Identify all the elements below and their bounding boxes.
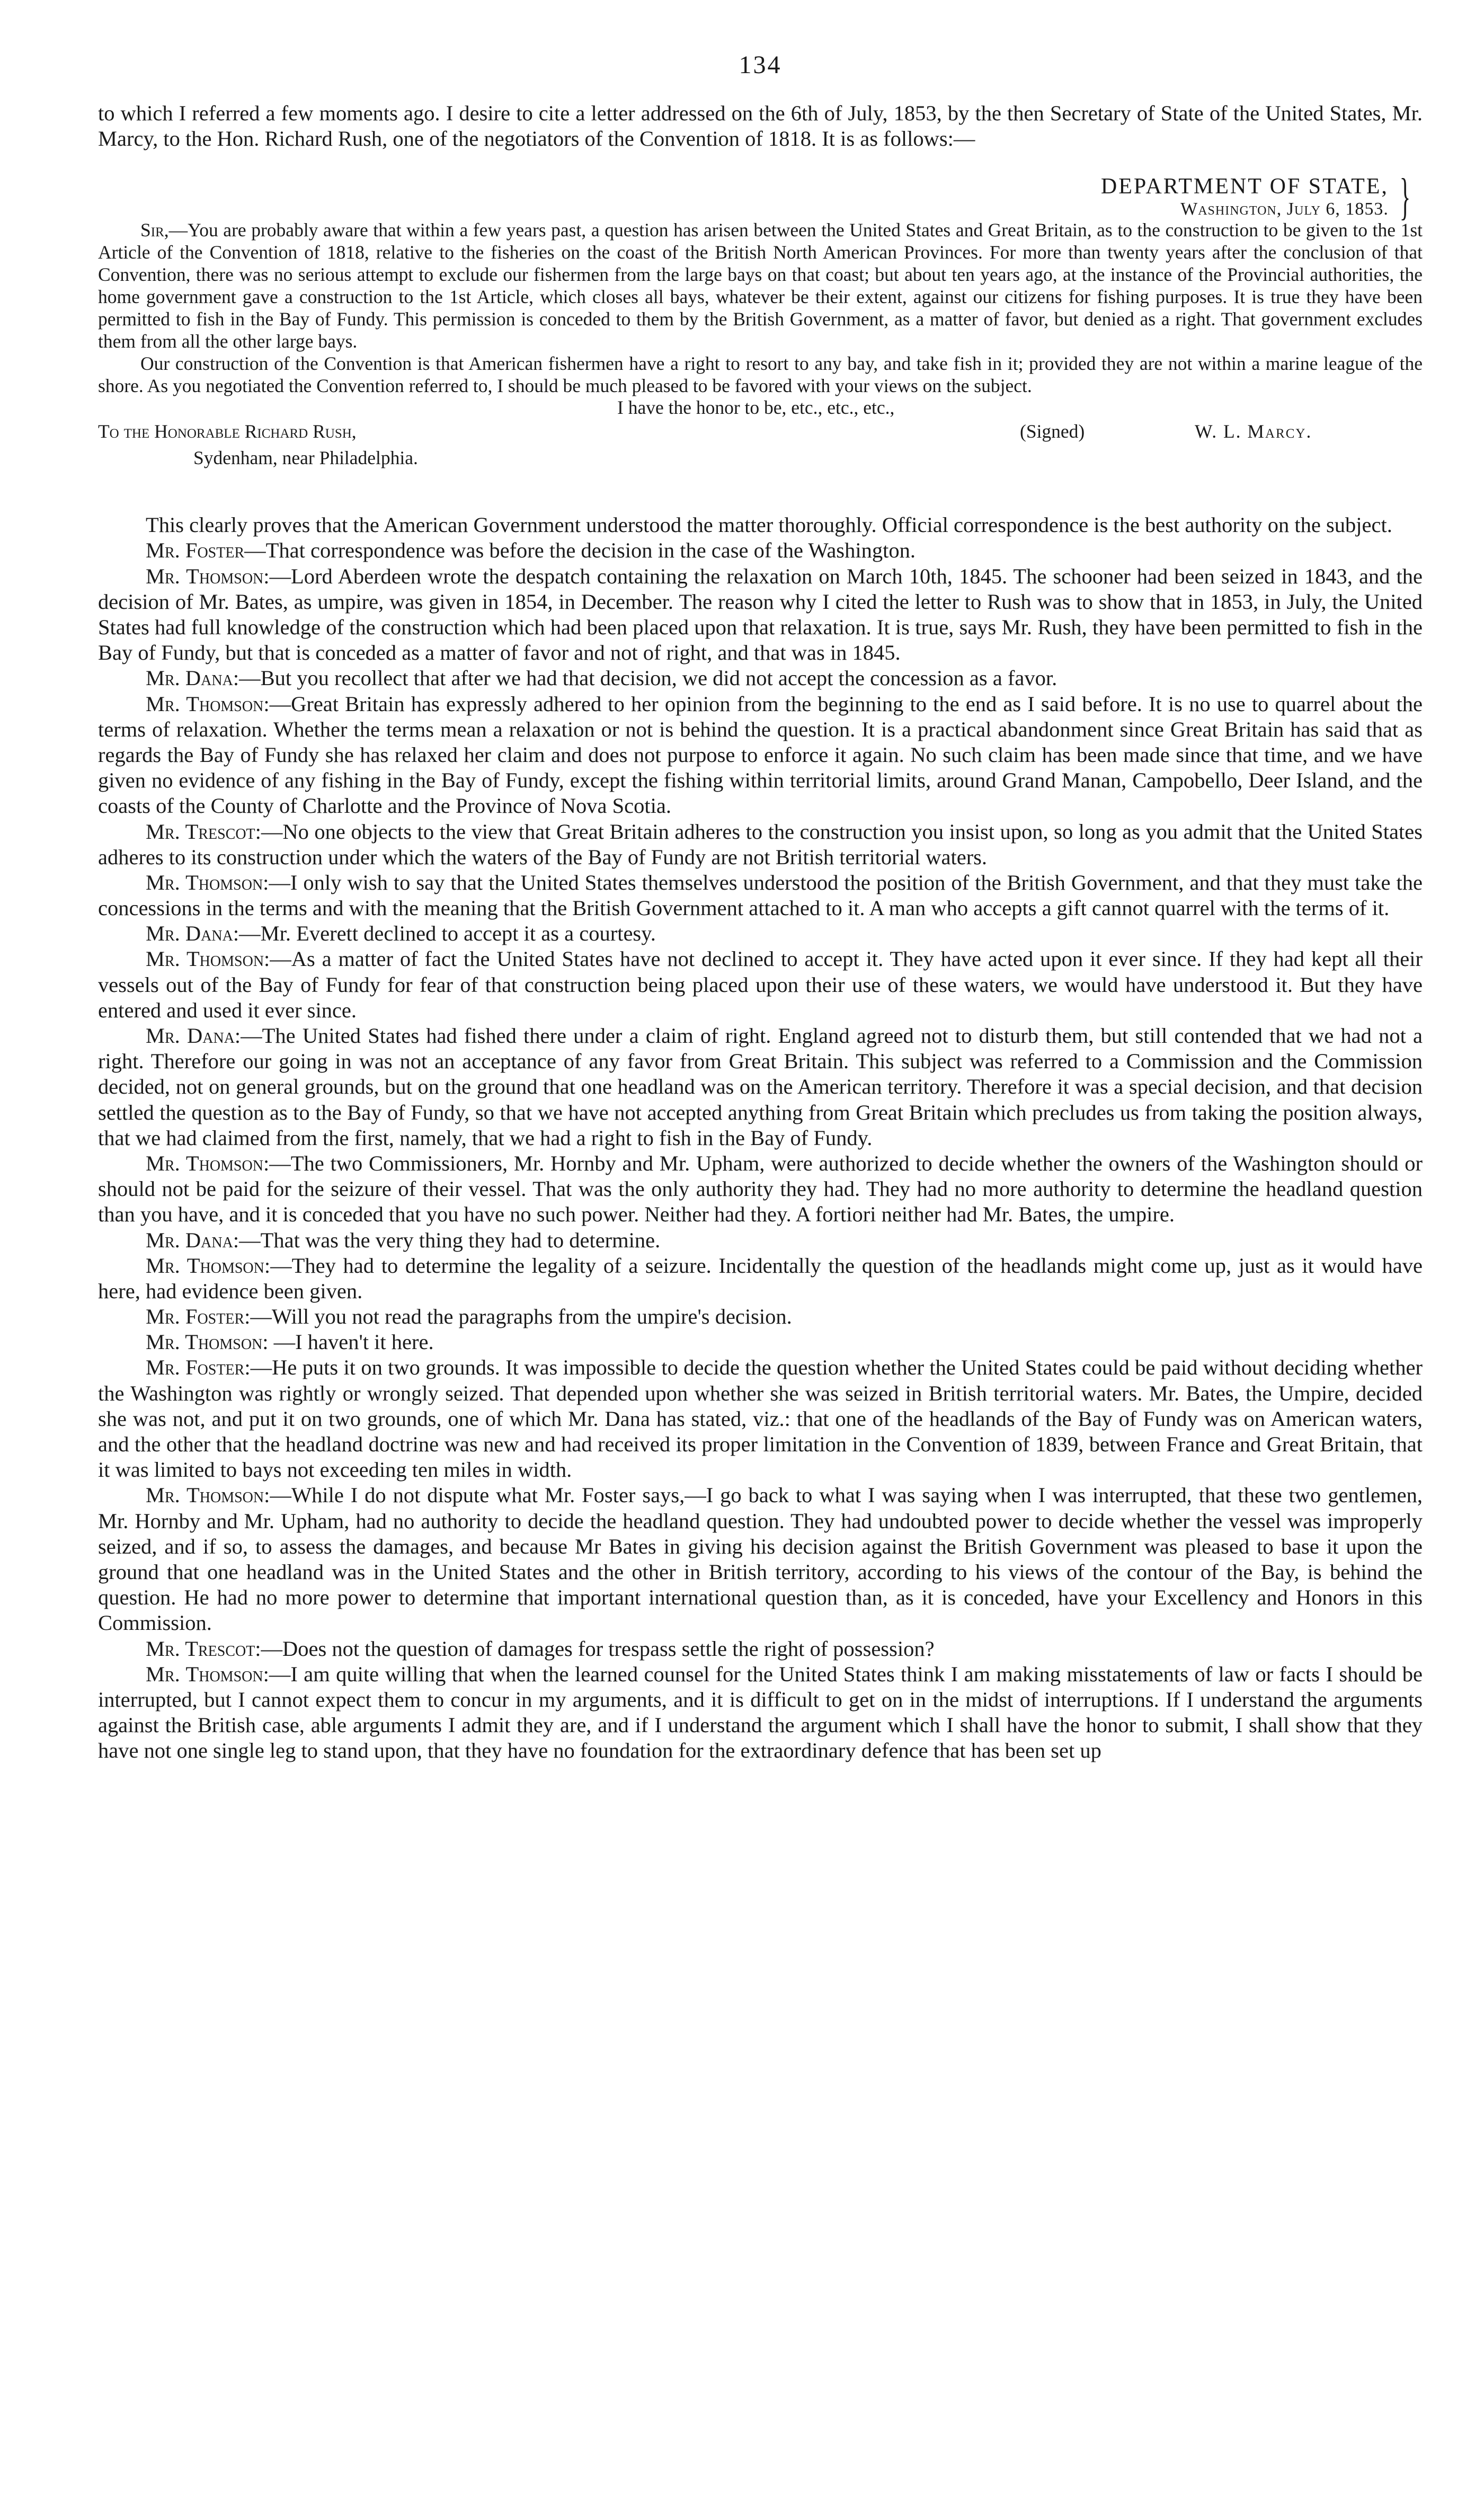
department-name: DEPARTMENT OF STATE, xyxy=(1100,174,1389,199)
speech-text: :—Lord Aberdeen wrote the despatch containing the relaxation on March 10th, 1845. The schooner had been seized in 1843, and the decision of Mr. Bates, as umpire, was given in 1854, in December. The reason why I cited the letter to Rush was to show that in 1853, in July, the United States had full knowledge of the construction which had been placed upon that relaxation. It is true, says Mr. Rush, they have been permitted to fish in the Bay of Fundy, but that is conceded as a matter of favor and not of right, and that was in 1845. xyxy=(98,564,1423,665)
transcript-paragraph xyxy=(98,1253,1423,1304)
letter-date xyxy=(1101,199,1389,219)
speech-text: :—I only wish to say that the United States themselves understood the position of the British Government, and that they must take the concessions in the terms and with the meaning that the British Government attached to it. A man who accepts a gift cannot quarrel with the terms of it. xyxy=(98,870,1423,920)
speaker-name: Mr. Foster xyxy=(146,1305,245,1329)
letter-para-2: Our construction of the Convention is that American fishermen have a right to resort to any bay, and take fish in it; provided they are not within a marine league of the shore. As you negotiated the Convention referred to, I should be much pleased to be favored with your views on the subject. xyxy=(98,352,1423,396)
letter-heading xyxy=(98,167,1423,225)
speaker-name: Mr. Thomson xyxy=(146,1483,264,1507)
speech-text: :—Will you not read the paragraphs from the umpire's decision. xyxy=(244,1305,792,1329)
letter-place-date: Washington, July 6, 1853. xyxy=(1180,199,1389,219)
speaker-name: Mr. Dana xyxy=(146,666,233,690)
speech-text: :—As a matter of fact the United States have not declined to accept it. They have acted upon it ever since. If they had kept all their vessels out of the Bay of Fundy for fear of that construction being placed upon their use of these waters, we would have understood it. But they have entered and used it ever since. xyxy=(98,947,1423,1022)
transcript-paragraph xyxy=(98,1483,1423,1636)
signature-name: W. L. Marcy. xyxy=(1195,421,1312,442)
speaker-name: Mr. Dana xyxy=(146,1024,235,1048)
speaker-name: Mr. Dana xyxy=(146,921,233,946)
speaker-name: Mr. Trescot xyxy=(146,1636,255,1661)
signature-row xyxy=(98,420,1423,442)
transcript-paragraph xyxy=(98,1304,1423,1329)
speech-text: :—I am quite willing that when the learned counsel for the United States think I am making misstatements of law or facts I should be interrupted, but I cannot expect them to concur in my arguments, and it is difficult to get on in the midst of interruptions. If I understand the arguments against the British case, able arguments I admit they are, and if I understand the argument which I shall have the honor to submit, I shall show that they have not one single leg to stand upon, that they have no foundation for the extraordinary defence that has been set up xyxy=(98,1662,1423,1763)
brace-mark: } xyxy=(1399,167,1411,225)
speaker-name: Mr. Foster xyxy=(146,538,245,563)
transcript-paragraph xyxy=(98,564,1423,666)
speaker-name: Mr. Thomson xyxy=(146,1330,263,1354)
page xyxy=(98,50,1423,1763)
speaker-name: Mr. Dana xyxy=(146,1228,233,1252)
signed-label: (Signed) xyxy=(1020,421,1085,442)
letter-salutation: Sir, xyxy=(140,219,169,241)
speech-text: —That correspondence was before the decision in the case of the Washington. xyxy=(244,538,916,563)
speech-text: :—Great Britain has expressly adhered to her opinion from the beginning to the end as I said before. It is no use to quarrel about the terms of relaxation. Whether the terms mean a relaxation or not is behind the question. It is a practical abandonment since Great Britain has said that as regards the Bay of Fundy she has relaxed her claim and does not purpose to enforce it again. No such claim has been made since that time, and we have given no evidence of any fishing in the Bay of Fundy, except the fishing within territorial limits, around Grand Manan, Campobello, Deer Island, and the coasts of the County of Charlotte and the Province of Nova Scotia. xyxy=(98,691,1423,818)
speech-text: :—The two Commissioners, Mr. Hornby and Mr. Upham, were authorized to decide whether the owners of the Washington should or should not be paid for the seizure of their vessel. That was the only authority they had. They had no more authority to determine the headland question than you have, and it is conceded that you have no such power. Neither had they. A fortiori neither had Mr. Bates, the umpire. xyxy=(98,1151,1423,1227)
speaker-name: Mr. Thomson xyxy=(146,1662,263,1686)
speaker-name: Mr. Thomson xyxy=(146,1151,263,1175)
speech-text: :—He puts it on two grounds. It was impossible to decide the question whether the United States could be paid without deciding whether the Washington was rightly or wrongly seized. That depended upon whether she was seized in British territorial waters. Mr. Bates, the Umpire, decided she was not, and put it on two grounds, one of which Mr. Dana has stated, viz.: that one of the headlands of the Bay of Fundy was on American waters, and the other that the headland doctrine was new and had received its proper limitation in the Convention of 1839, between France and Great Britain, that it was limited to bays not exceeding ten miles in width. xyxy=(98,1355,1423,1482)
intro-paragraph: to which I referred a few moments ago. I desire to cite a letter addressed on the 6th of July, 1853, by the then Secretary of State of the United States, Mr. Marcy, to the Hon. Richard Rush, one of the negotiators of the Convention of 1818. It is as follows:— xyxy=(98,101,1423,151)
transcript-paragraph xyxy=(98,1023,1423,1151)
transcript-paragraph xyxy=(98,1329,1423,1355)
recipient-address: Sydenham, near Philadelphia. xyxy=(193,447,418,469)
transcript-body xyxy=(98,512,1423,1763)
speech-text: :—The United States had fished there under a claim of right. England agreed not to disturb them, but still contended that we had not a right. Therefore our going in was not an acceptance of any favor from Great Britain. This subject was referred to a Commission and the Commission decided, not on general grounds, but on the ground that one headland was on the American territory. Therefore it was a special decision, and that decision settled the question as to the Bay of Fundy, so that we have not accepted anything from Great Britain which precludes us from taking the position always, that we had claimed from the first, namely, that we had a right to fish in the Bay of Fundy. xyxy=(98,1024,1423,1150)
page-number: 134 xyxy=(739,51,782,79)
letter-para-1: —You are probably aware that within a few years past, a question has arisen between the United States and Great Britain, as to the construction to be given to the 1st Article of the Convention of 1818, relative to the fisheries on the coast of the British North American Provinces. For more than twenty years after the conclusion of that Convention, there was no serious attempt to exclude our fishermen from the large bays on that coast; but about ten years ago, at the instance of the Provincial authorities, the home government gave a construction to the 1st Article, which closes all bays, whatever be their extent, against our citizens for fishing purposes. It is true they have been permitted to fish in the Bay of Fundy. This permission is conceded to them by the British Government, as a matter of favor, but denied as a right. That government excludes them from all the other large bays. xyxy=(98,219,1423,352)
speech-text: :—That was the very thing they had to determine. xyxy=(233,1228,661,1252)
speech-text: :—Does not the question of damages for trespass settle the right of possession? xyxy=(255,1636,935,1661)
speech-text: : —I haven't it here. xyxy=(262,1330,434,1354)
transcript-paragraph xyxy=(98,666,1423,691)
transcript-paragraph xyxy=(98,1662,1423,1764)
speaker-name: Mr. Thomson xyxy=(146,564,264,588)
speech-text: :—While I do not dispute what Mr. Foster says,—I go back to what I was saying when I was interrupted, that these two gentlemen, Mr. Hornby and Mr. Upham, had no authority to decide the headland question. They had undoubted power to decide whether the vessel was improperly seized, and if so, to assess the damages, and because Mr Bates in giving his decision against the British Government was pleased to base it upon the ground that one headland was in the United States and the other in British territory, according to his views of the contour of the Bay, is behind the question. He had no more power to determine that important international question than, as it is conceded, have your Excellency and Honors in this Commission. xyxy=(98,1483,1423,1635)
speech-text: This clearly proves that the American Government understood the matter thoroughly. Official correspondence is the best authority on the subject. xyxy=(146,513,1392,537)
transcript-paragraph xyxy=(98,512,1423,538)
transcript-paragraph xyxy=(98,1228,1423,1253)
transcript-paragraph xyxy=(98,1636,1423,1662)
transcript-paragraph xyxy=(98,538,1423,563)
transcript-paragraph xyxy=(98,870,1423,921)
letter-paragraph xyxy=(98,219,1423,352)
transcript-paragraph xyxy=(98,1151,1423,1228)
transcript-paragraph xyxy=(98,1355,1423,1483)
speaker-name: Mr. Thomson xyxy=(146,691,264,716)
speech-text: :—Mr. Everett declined to accept it as a courtesy. xyxy=(233,921,656,946)
speech-text: :—No one objects to the view that Great Britain adheres to the construction you insist upon, so long as you admit that the United States adheres to its construction under which the waters of the Bay of Fundy are not British territorial waters. xyxy=(98,819,1423,869)
speaker-name: Mr. Thomson xyxy=(146,947,264,971)
speaker-name: Mr. Foster xyxy=(146,1355,245,1380)
speaker-name: Mr. Thomson xyxy=(146,1253,264,1278)
speaker-name: Mr. Trescot xyxy=(146,819,255,844)
transcript-paragraph xyxy=(98,921,1423,946)
speech-text: :—But you recollect that after we had that decision, we did not accept the concession as a favor. xyxy=(233,666,1058,690)
letter-closing: I have the honor to be, etc., etc., etc., xyxy=(617,397,895,419)
speaker-name: Mr. Thomson xyxy=(146,870,263,894)
transcript-paragraph xyxy=(98,691,1423,819)
speech-text: :—They had to determine the legality of a seizure. Incidentally the question of the headlands might come up, just as it would have here, had evidence been given. xyxy=(98,1253,1423,1303)
transcript-paragraph xyxy=(98,819,1423,870)
transcript-paragraph xyxy=(98,946,1423,1023)
letter-recipient: To the Honorable Richard Rush, xyxy=(98,421,357,442)
